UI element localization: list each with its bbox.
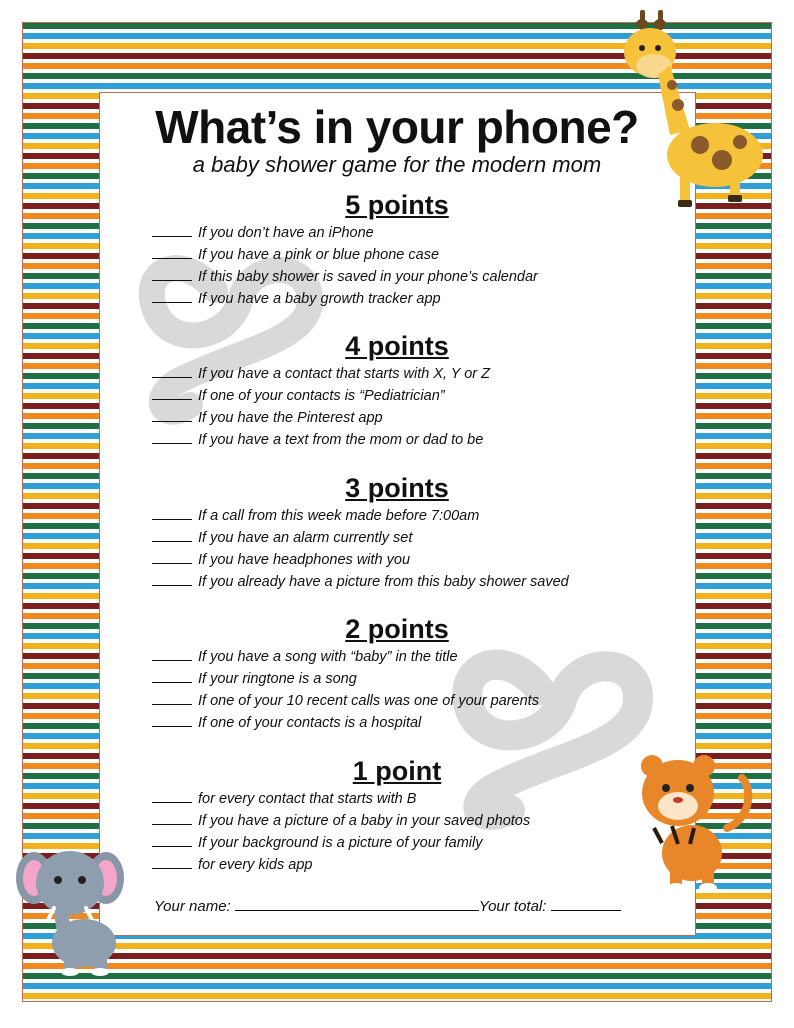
list-item: If you have a song with “baby” in the title	[152, 646, 672, 668]
score-blank[interactable]	[152, 431, 192, 444]
list-item: If you have an alarm currently set	[152, 527, 672, 549]
points-section	[152, 188, 672, 310]
list-item: If you have a baby growth tracker app	[152, 288, 672, 310]
section-title: 4 points	[345, 331, 449, 361]
name-field[interactable]	[235, 898, 479, 911]
list-item: If you don’t have an iPhone	[152, 222, 672, 244]
list-item: If a call from this week made before 7:00am	[152, 505, 672, 527]
points-section	[152, 754, 672, 876]
list-item: If you have a contact that starts with X, Y or Z	[152, 363, 672, 385]
list-item: If your background is a picture of your family	[152, 832, 672, 854]
score-blank[interactable]	[152, 224, 192, 237]
list-item: for every kids app	[152, 854, 672, 876]
list-item: If one of your contacts is a hospital	[152, 712, 672, 734]
points-section	[152, 612, 672, 734]
score-blank[interactable]	[152, 790, 192, 803]
list-item: If you have a text from the mom or dad to be	[152, 429, 672, 451]
score-blank[interactable]	[152, 573, 192, 586]
list-item: If one of your 10 recent calls was one of your parents	[152, 690, 672, 712]
section-title: 2 points	[345, 614, 449, 644]
list-item: If you already have a picture from this baby shower saved	[152, 571, 672, 593]
score-blank[interactable]	[152, 387, 192, 400]
list-item: If you have headphones with you	[152, 549, 672, 571]
list-item: If one of your contacts is “Pediatrician”	[152, 385, 672, 407]
points-section	[152, 329, 672, 451]
score-blank[interactable]	[152, 692, 192, 705]
score-blank[interactable]	[152, 551, 192, 564]
score-blank[interactable]	[152, 290, 192, 303]
list-item: If this baby shower is saved in your phone’s calendar	[152, 266, 672, 288]
score-blank[interactable]	[152, 856, 192, 869]
total-label: Your total:	[478, 898, 547, 915]
score-blank[interactable]	[152, 648, 192, 661]
section-title: 1 point	[352, 756, 442, 786]
list-item: for every contact that starts with B	[152, 788, 672, 810]
score-blank[interactable]	[152, 365, 192, 378]
list-item: If you have the Pinterest app	[152, 407, 672, 429]
list-item: If you have a picture of a baby in your saved photos	[152, 810, 672, 832]
section-title: 5 points	[345, 190, 449, 220]
score-blank[interactable]	[152, 507, 192, 520]
tiger-illustration	[632, 748, 762, 893]
elephant-illustration	[14, 838, 134, 978]
page-title: What’s in your phone?	[155, 101, 639, 153]
section-title: 3 points	[345, 473, 449, 503]
total-field[interactable]	[551, 898, 621, 911]
list-item: If you have a pink or blue phone case	[152, 244, 672, 266]
score-blank[interactable]	[152, 409, 192, 422]
footer-fields	[154, 898, 621, 915]
score-blank[interactable]	[152, 834, 192, 847]
name-label: Your name:	[154, 898, 231, 915]
score-blank[interactable]	[152, 714, 192, 727]
score-blank[interactable]	[152, 670, 192, 683]
list-item: If your ringtone is a song	[152, 668, 672, 690]
score-blank[interactable]	[152, 529, 192, 542]
points-section	[152, 471, 672, 593]
score-blank[interactable]	[152, 812, 192, 825]
giraffe-illustration	[620, 10, 770, 210]
page-subtitle: a baby shower game for the modern mom	[192, 152, 602, 177]
score-blank[interactable]	[152, 268, 192, 281]
score-blank[interactable]	[152, 246, 192, 259]
